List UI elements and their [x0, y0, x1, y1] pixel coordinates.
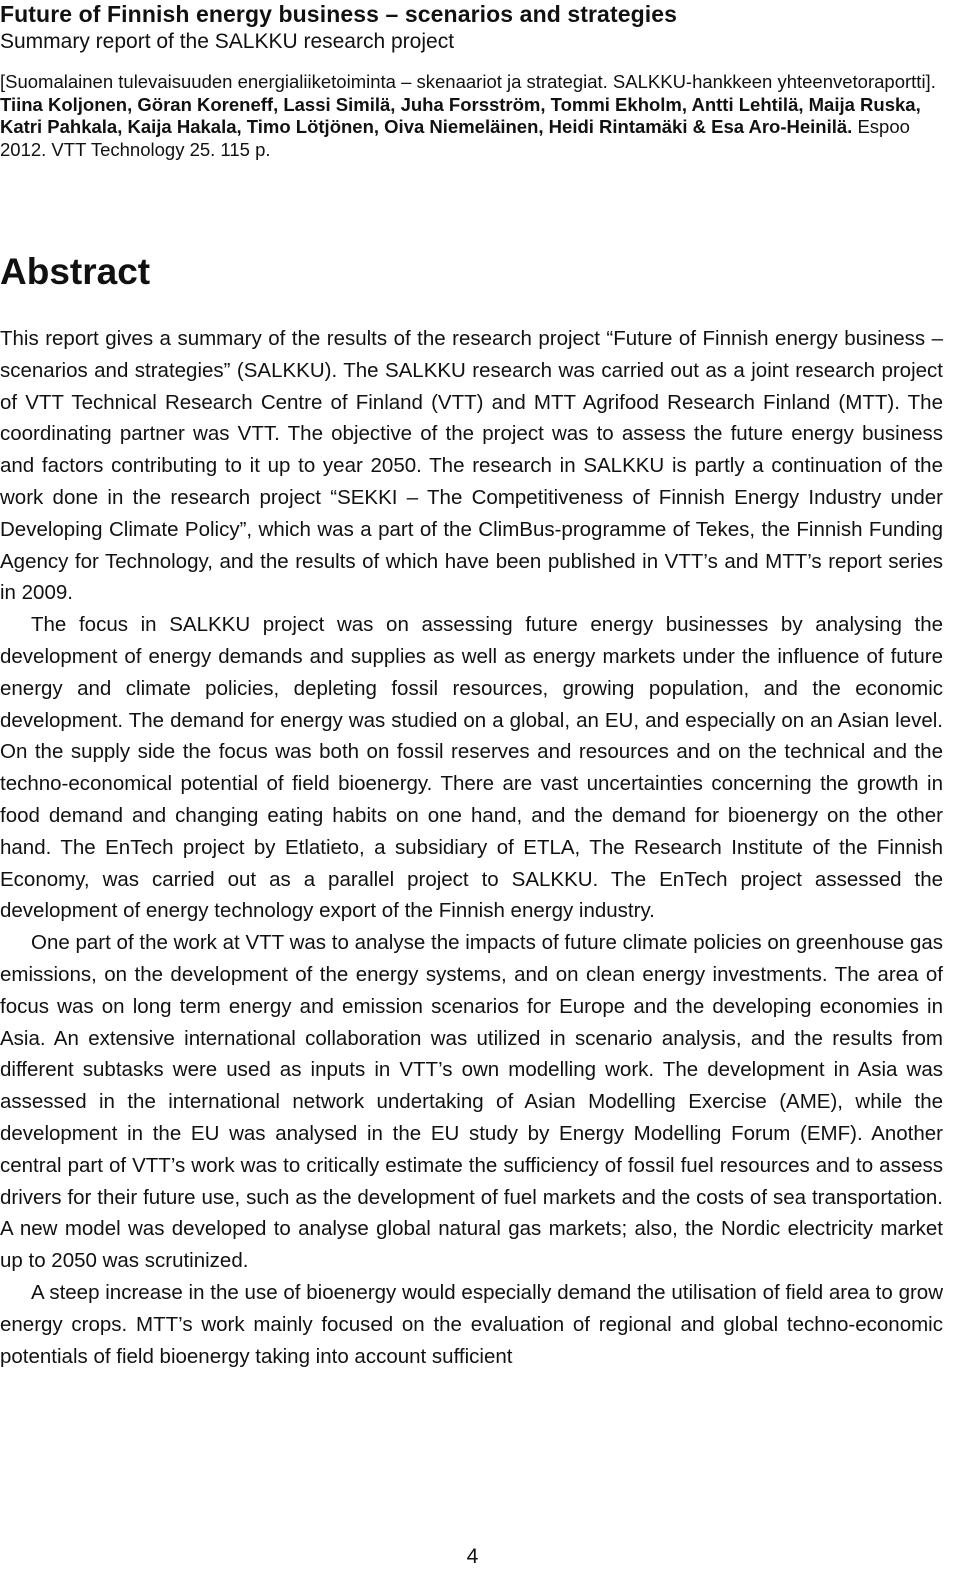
abstract-paragraph-4: A steep increase in the use of bioenergy would especially demand the utilisation of field area to grow energy crops. MTT’s work mainly focused on the evaluation of regional and global techno-economic potentials of field bioenergy taking into account sufficient: [0, 1280, 943, 1368]
citation-prefix: [Suomalainen tulevaisuuden energialiiketoiminta – skenaariot ja strategiat. SALKKU-hankkeen yhteenvetoraportti].: [0, 71, 936, 92]
document-header: [0, 0, 945, 161]
citation: [0, 71, 945, 161]
citation-authors: Tiina Koljonen, Göran Koreneff, Lassi Similä, Juha Forsström, Tommi Ekholm, Antti Lehtilä, Maija Ruska, Katri Pahkala, Kaija Hakala, Timo Lötjönen, Oiva Niemeläinen, Heidi Rintamäki & Esa Aro-Heinilä.: [0, 93, 921, 137]
abstract-body: [0, 323, 943, 1372]
document-title: Future of Finnish energy business – scenarios and strategies: [0, 1, 678, 27]
abstract-heading: Abstract: [0, 251, 151, 292]
abstract-paragraph-2: The focus in SALKKU project was on assessing future energy businesses by analysing the development of energy demands and supplies as well as energy markets under the influence of future energy and climate policies, depleting fossil resources, growing population, and the economic development. The demand for energy was studied on a global, an EU, and especially on an Asian level. On the supply side the focus was both on fossil reserves and resources and on the technical and the techno-economical potential of field bioenergy. There are vast uncertainties concerning the growth in food demand and changing eating habits on one hand, and the demand for bioenergy on the other hand. The EnTech project by Etlatieto, a subsidiary of ETLA, The Research Institute of the Finnish Economy, was carried out as a parallel project to SALKKU. The EnTech project assessed the development of energy technology export of the Finnish energy industry.: [0, 613, 943, 923]
citation-publication-info: Espoo 2012. VTT Technology 25. 115 p.: [0, 116, 910, 160]
abstract-paragraph-3: One part of the work at VTT was to analyse the impacts of future climate policies on greenhouse gas emissions, on the development of the energy systems, and on clean energy investments. The area of focus was on long term energy and emission scenarios for Europe and the developing economies in Asia. An extensive international collaboration was utilized in scenario analysis, and the results from different subtasks were used as inputs in VTT’s own modelling work. The development in Asia was assessed in the international network undertaking of Asian Modelling Exercise (AME), while the development in the EU was analysed in the EU study by Energy Modelling Forum (EMF). Another central part of VTT’s work was to critically estimate the sufficiency of fossil fuel resources and to assess drivers for their future use, such as the development of fuel markets and the costs of sea transportation. A new model was developed to analyse global natural gas markets; also, the Nordic electricity market up to 2050 was scrutinized.: [0, 931, 943, 1273]
page-number: 4: [466, 1545, 479, 1568]
abstract-paragraph-1: This report gives a summary of the results of the research project “Future of Finnish energy business – scenarios and strategies” (SALKKU). The SALKKU research was carried out as a joint research project of VTT Technical Research Centre of Finland (VTT) and MTT Agrifood Research Finland (MTT). The coordinating partner was VTT. The objective of the project was to assess the future energy business and factors contributing to it up to year 2050. The research in SALKKU is partly a continuation of the work done in the research project “SEKKI – The Competitiveness of Finnish Energy Industry under Developing Climate Policy”, which was a part of the ClimBus-programme of Tekes, the Finnish Funding Agency for Technology, and the results of which have been published in VTT’s and MTT’s report series in 2009.: [0, 327, 943, 605]
document-subtitle: Summary report of the SALKKU research project: [0, 30, 455, 53]
